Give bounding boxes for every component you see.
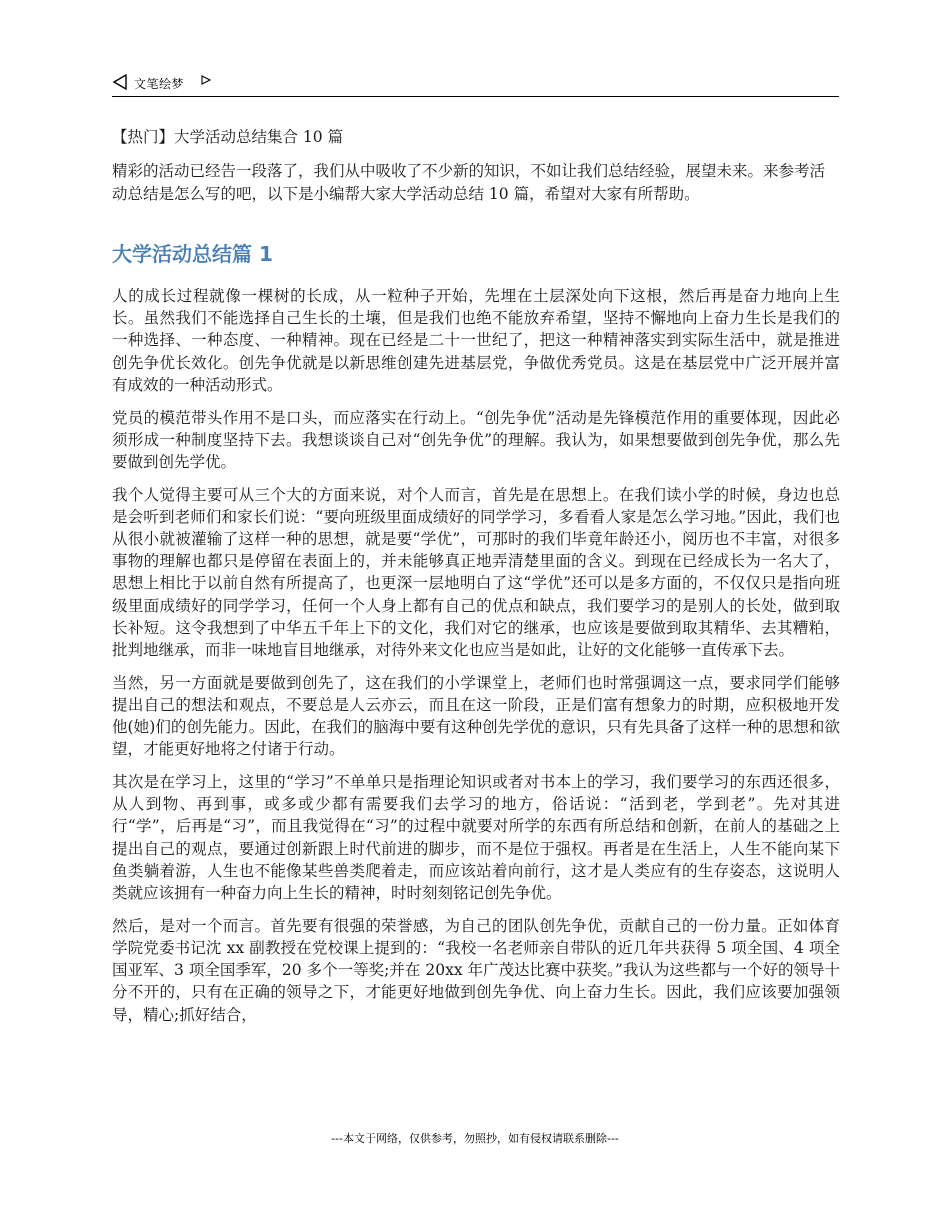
left-triangle-outline-icon	[112, 74, 128, 90]
section-heading: 大学活动总结篇 1	[112, 242, 273, 266]
brand-name: 文笔绘梦	[134, 77, 185, 91]
body-paragraph: 人的成长过程就像一棵树的长成，从一粒种子开始，先埋在土层深处向下这根，然后再是奋力地向上生长。虽然我们不能选择自己生长的土壤，但是我们也绝不能放弃希望，坚持不懈地向上奋力生长是我们的一种选择、一种态度、一种精神。现在已经是二十一世纪了，把这一种精神落实到实际生活中，就是推进创先争优长效化。创先争优就是以新思维创建先进基层党，争做优秀党员。这是在基层党中广泛开展并富有成效的一种活动形式。	[112, 287, 840, 394]
body-paragraph: 我个人觉得主要可从三个大的方面来说，对个人而言，首先是在思想上。在我们读小学的时候，身边也总是会听到老师们和家长们说：“要向班级里面成绩好的同学学习，多看看人家是怎么学习地。”因此，我们也从很小就被灌输了这样一种的思想，就是要“学优”，可那时的我们毕竟年龄还小，阅历也不丰富，对很多事物的理解也都只是停留在表面上的，并未能够真正地弄清楚里面的含义。到现在已经成长为一名大了，思想上相比于以前自然有所提高了，也更深一层地明白了这“学优”还可以是多方面的，不仅仅只是指向班级里面成绩好的同学学习，任何一个人身上都有自己的优点和缺点，我们要学习的是别人的长处，做到取长补短。这令我想到了中华五千年上下的文化，我们对它的继承，也应该是要做到取其精华、去其糟粕，批判地继承，而非一味地盲目地继承，对待外来文化也应当是如此，让好的文化能够一直传承下去。	[112, 485, 840, 660]
right-triangle-outline-icon	[201, 75, 211, 85]
body-paragraph: 其次是在学习上，这里的“学习”不单单只是指理论知识或者对书本上的学习，我们要学习的东西还很多，从人到物、再到事，或多或少都有需要我们去学习的地方，俗话说：“活到老，学到老”。先对其进行“学”，后再是“习”，而且我觉得在“习”的过程中就要对所学的东西有所总结和创新，在前人的基础之上提出自己的观点，要通过创新跟上时代前进的脚步，而不是位于强权。再者是在生活上，人生不能向某下鱼类躺着游，人生也不能像某些兽类爬着走，而应该站着向前行，这才是人类应有的生存姿态，这说明人类就应该拥有一种奋力向上生长的精神，时时刻刻铭记创先争优。	[112, 773, 840, 903]
body-paragraph: 然后，是对一个而言。首先要有很强的荣誉感，为自己的团队创先争优，贡献自己的一份力量。正如体育学院党委书记沈 xx 副教授在党校课上提到的：“我校一名老师亲自带队的近几年共获得 5 项全国、4 项全国亚军、3 项全国季军，20 多个一等奖;并在 20xx 年广茂达比赛中获奖。”我认为这些都与一个好的领导十分不开的，只有在正确的领导之下，才能更好地做到创先争优、向上奋力生长。因此，我们应该要加强领导，精心;抓好结合，	[112, 916, 840, 1024]
document-body	[112, 126, 840, 1036]
body-paragraph: 党员的模范带头作用不是口头，而应落实在行动上。“创先争优”活动是先锋模范作用的重要体现，因此必须形成一种制度坚持下去。我想谈谈自己对“创先争优”的理解。我认为，如果想要做到创先争优，那么先要做到创先学优。	[112, 408, 840, 471]
body-paragraph: 当然，另一方面就是要做到创先了，这在我们的小学课堂上，老师们也时常强调这一点，要求同学们能够提出自己的想法和观点，不要总是人云亦云，而且在这一阶段，正是们富有想象力的时期，应积极地开发他(她)们的创先能力。因此，在我们的脑海中要有这种创先学优的意识，只有先具备了这样一种的思想和欲望，才能更好地将之付诸于行动。	[112, 673, 840, 759]
page-header	[112, 72, 839, 97]
footer-disclaimer: ---本文于网络，仅供参考，勿照抄，如有侵权请联系删除---	[331, 1132, 619, 1145]
intro-paragraph: 精彩的活动已经告一段落了，我们从中吸收了不少新的知识，不如让我们总结经验，展望未来。来参考活动总结是怎么写的吧，以下是小编帮大家大学活动总结 10 篇，希望对大家有所帮助。	[112, 162, 826, 203]
document-title: 【热门】大学活动总结集合 10 篇	[112, 128, 344, 146]
